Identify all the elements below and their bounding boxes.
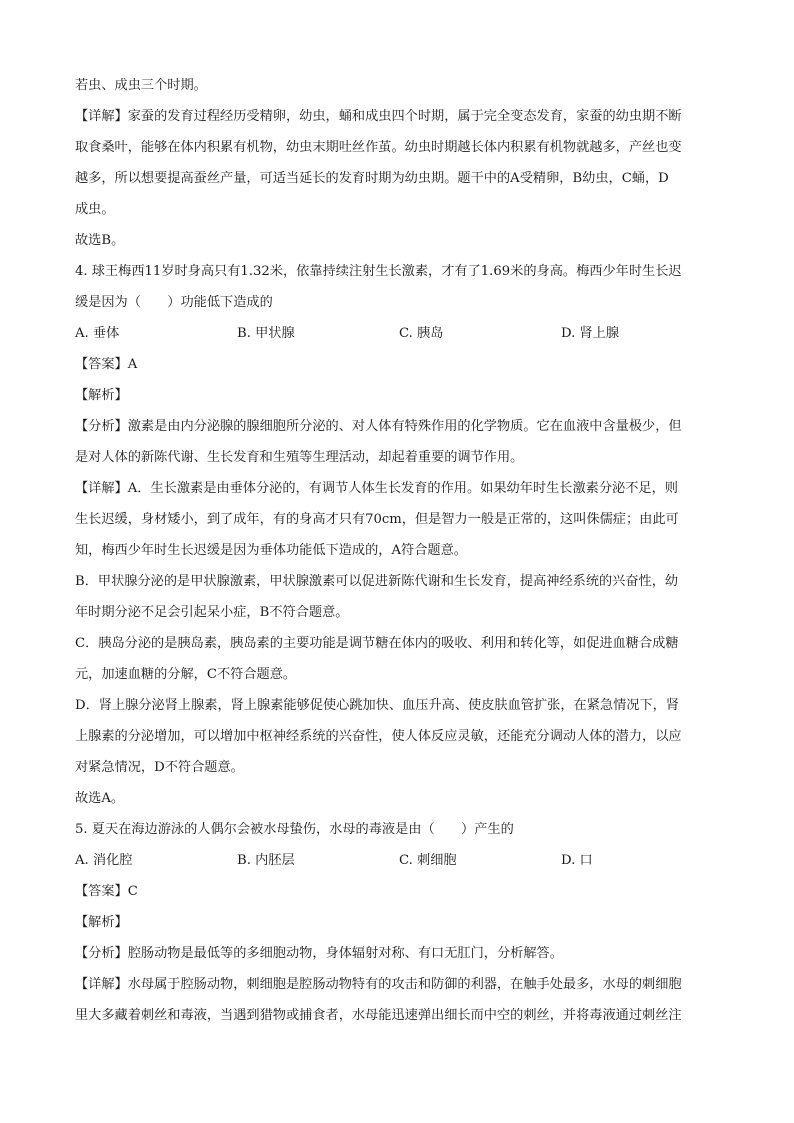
intro-block [75, 76, 721, 313]
text-line: 【解析】 [75, 915, 128, 930]
text-line: 越多，所以想要提高蚕丝产量，可适当延长的发育时期为幼虫期。题干中的A受精卵，B幼虫，C蛹，D [75, 171, 669, 186]
text-line: 【详解】A．生长激素是由垂体分泌的，有调节人体生长发育的作用。如果幼年时生长激素分泌不足，则 [75, 481, 678, 496]
q4-option-c: C. 胰岛 [399, 326, 444, 341]
text-line: 生长迟缓，身材矮小，到了成年，有的身高才只有70cm，但是智力一般是正常的，这叫侏儒症；由此可 [75, 512, 679, 527]
text-line: 知，梅西少年时生长迟缓是因为垂体功能低下造成的，A符合题意。 [75, 543, 467, 558]
text-line: 若虫、成虫三个时期。 [75, 78, 207, 93]
q4-option-b: B. 甲状腺 [237, 326, 295, 341]
text-line: 【详解】水母属于腔肠动物，刺细胞是腔肠动物特有的攻击和防御的利器，在触手处最多，水母的刺细胞 [75, 977, 682, 992]
q5-option-a: A. 消化腔 [75, 853, 133, 868]
text-line: 【答案】A [75, 357, 138, 372]
q4-option-d: D. 肾上腺 [561, 326, 620, 341]
text-line: 故选A。 [75, 791, 125, 806]
text-line: B．甲状腺分泌的是甲状腺激素，甲状腺激素可以促进新陈代谢和生长发育，提高神经系统的兴奋性，幼 [75, 574, 679, 589]
text-line: 故选B。 [75, 233, 125, 248]
q4-option-a: A. 垂体 [75, 326, 120, 341]
q5-options [75, 851, 721, 871]
text-line: 年时期分泌不足会引起呆小症，B不符合题意。 [75, 605, 349, 620]
q5-explanation-block [75, 882, 721, 1026]
text-line: 是对人体的新陈代谢、生长发育和生殖等生理活动，却起着重要的调节作用。 [75, 450, 524, 465]
text-line: 元，加速血糖的分解，C不符合题意。 [75, 667, 297, 682]
text-line: 对紧急情况，D不符合题意。 [75, 760, 244, 775]
text-line: 【分析】激素是由内分泌腺的腺细胞所分泌的、对人体有特殊作用的化学物质。它在血液中含量极少，但 [75, 419, 682, 434]
page-content [75, 76, 721, 1026]
text-line: 【分析】腔肠动物是最低等的多细胞动物，身体辐射对称、有口无肛门，分析解答。 [75, 946, 563, 961]
text-line: 5. 夏天在海边游泳的人偶尔会被水母蛰伤，水母的毒液是由（ ）产生的 [75, 822, 514, 837]
text-line: 缓是因为（ ）功能低下造成的 [75, 295, 273, 310]
text-line: D．肾上腺分泌肾上腺素，肾上腺素能够促使心跳加快、血压升高、使皮肤血管扩张，在紧急情况下，肾 [75, 698, 680, 713]
q4-options [75, 324, 721, 344]
text-line: 取食桑叶，能够在体内积累有机物，幼虫末期吐丝作茧。幼虫时期越长体内积累有机物就越多，产丝也变 [75, 140, 682, 155]
text-line: 4. 球王梅西11岁时身高只有1.32米，依靠持续注射生长激素，才有了1.69米的身高。梅西少年时生长迟 [75, 264, 682, 279]
q4-explanation-block [75, 355, 721, 840]
text-line: 成虫。 [75, 202, 115, 217]
q5-option-b: B. 内胚层 [237, 853, 295, 868]
text-line: 【详解】家蚕的发育过程经历受精卵，幼虫，蛹和成虫四个时期，属于完全变态发育，家蚕的幼虫期不断 [75, 109, 682, 124]
text-line: C．胰岛分泌的是胰岛素，胰岛素的主要功能是调节糖在体内的吸收、利用和转化等，如促进血糖合成糖 [75, 636, 679, 651]
q5-option-d: D. 口 [561, 853, 593, 868]
text-line: 【答案】C [75, 884, 138, 899]
text-line: 里大多藏着刺丝和毒液，当遇到猎物或捕食者，水母能迅速弹出细长而中空的刺丝，并将毒液通过刺丝注 [75, 1008, 682, 1023]
text-line: 【解析】 [75, 388, 128, 403]
text-line: 上腺素的分泌增加，可以增加中枢神经系统的兴奋性，使人体反应灵敏，还能充分调动人体的潜力，以应 [75, 729, 682, 744]
q5-option-c: C. 刺细胞 [399, 853, 457, 868]
